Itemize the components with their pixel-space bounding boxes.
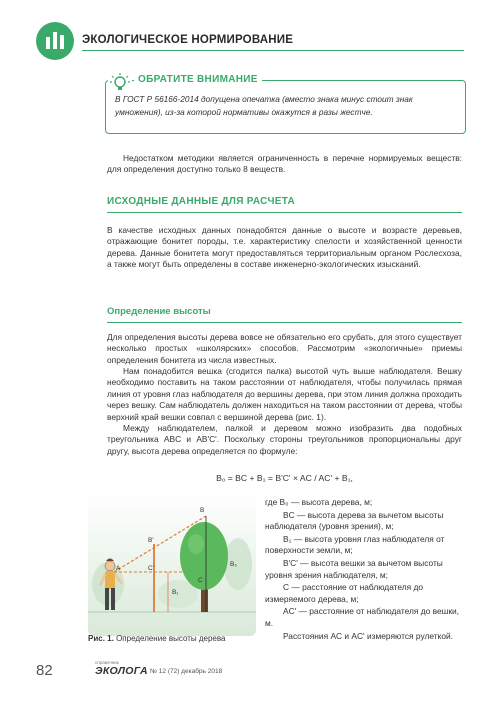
subheading-divider	[107, 322, 462, 323]
section-title: ЭКОЛОГИЧЕСКОЕ НОРМИРОВАНИЕ	[82, 34, 294, 46]
brand-logo: ЭКОЛОГА	[95, 665, 148, 677]
figure-caption-label: Рис. 1.	[88, 634, 114, 643]
figure-caption-text: Определение высоты дерева	[116, 634, 226, 643]
definition-bc: BC — высота дерева за вычетом высоты наблюдателя (уровня зрения), м;	[265, 509, 444, 532]
lightbulb-icon	[108, 73, 132, 93]
label-b-prime: B'	[148, 537, 154, 544]
figure-tree-height	[88, 494, 256, 636]
paragraph-methods: Для определения высоты дерева вовсе не обязательно его срубать, для этого существует несколько простых «школярских» способов. Рассмотрим «экологичные» приемы определения бонитета из числа известных.	[107, 332, 462, 365]
page-number: 82	[36, 662, 53, 679]
height-formula: B₀ = BC + B₁ = B'C' × AC / AC' + B₁,	[216, 473, 353, 483]
definition-bc-prime: B'C' — высота вешки за вычетом высоты уровня зрения наблюдателя, м;	[265, 557, 443, 580]
label-c: C	[198, 577, 203, 584]
notice-box	[105, 74, 466, 134]
definition-b1: B₁ — высота уровня глаз наблюдателя от поверхности земли, м;	[265, 533, 445, 556]
definition-note: Расстояния AC и AC' измеряются рулеткой.	[283, 630, 453, 641]
figure-caption	[88, 634, 226, 643]
label-a: A	[116, 565, 121, 572]
label-b0: B₀	[230, 561, 238, 568]
subheading-height: Определение высоты	[107, 306, 211, 317]
paragraph-triangles: Между наблюдателем, палкой и деревом можно изобразить два подобных треугольника ABC и AB'C'. Поскольку стороны треугольников пропорциональны друг другу, высота дерева определяется по формуле:	[107, 423, 462, 456]
brand-subtitle: справочник	[95, 660, 119, 665]
section-divider	[107, 212, 462, 213]
paragraph-pole: Нам понадобится вешка (сгодится палка) высотой чуть выше наблюдателя. Вешку необходимо поставить на таком расстоянии от наблюдателя, чтобы получилась прямая линия от уровня глаз наблюдателя до вершины дерева, при этом линия должна проходить через вешку. Сам наблюдатель должен находиться на таком расстоянии от дерева, чтобы верхний край вешки совпал с вершиной дерева (рис. 1).	[107, 366, 462, 422]
section-heading: ИСХОДНЫЕ ДАННЫЕ ДЛЯ РАСЧЕТА	[107, 196, 296, 207]
definition-ac-prime: AC' — расстояние от наблюдателя до вешки, м.	[265, 606, 459, 628]
label-c-prime: C'	[148, 565, 154, 572]
issue-info: № 12 (72) декабрь 2018	[150, 668, 223, 675]
notice-title: ОБРАТИТЕ ВНИМАНИЕ	[134, 74, 262, 85]
tree-crown	[180, 522, 228, 590]
label-b1: B₁	[172, 589, 179, 596]
definition-c: C — расстояние от наблюдателя до измеряемого дерева, м;	[265, 582, 424, 604]
section-icon	[36, 22, 74, 60]
definition-b0: где B₀ — высота дерева, м;	[265, 497, 373, 507]
formula-definitions	[265, 497, 462, 643]
source-data-paragraph: В качестве исходных данных понадобятся данные о высоте и возрасте деревьев, отражающие бонитет породы, т.е. характеристику спелости и хозяйственной ценности дерева. Данные бонитета могут предоставляться территориальным органом Рослесхоза, а также могут быть определены в составе инженерно-экологических изысканий.	[107, 225, 462, 270]
label-b: B	[200, 507, 205, 514]
intro-paragraph: Недостатком методики является ограниченность в перечне нормируемых веществ: для определения доступно только 8 веществ.	[107, 153, 462, 175]
header-divider	[82, 50, 464, 51]
notice-text: В ГОСТ Р 56166-2014 допущена опечатка (вместо знака минус стоит знак умножения), из-за которой нормативы окажутся в разы жестче.	[115, 94, 413, 117]
